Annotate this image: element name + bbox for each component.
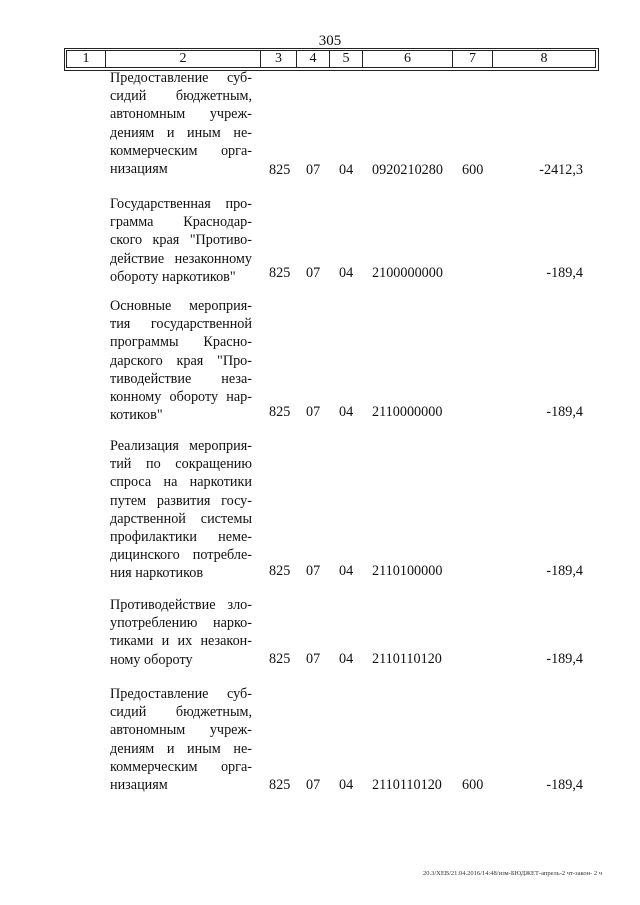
row-description bbox=[110, 195, 252, 286]
description-line: обороту наркотиков" bbox=[110, 268, 236, 285]
row-subsection-code: 04 bbox=[339, 651, 354, 667]
row-amount: -189,4 bbox=[546, 563, 583, 579]
description-line: коммерческим орга- bbox=[110, 142, 252, 159]
row-section-code: 07 bbox=[306, 265, 321, 281]
description-line: профилактики неме- bbox=[110, 528, 252, 545]
description-line: спроса на наркотики bbox=[110, 474, 252, 491]
row-section-code: 07 bbox=[306, 777, 321, 793]
column-header-7: 7 bbox=[453, 51, 493, 68]
row-amount: -189,4 bbox=[546, 404, 583, 420]
row-department-code: 825 bbox=[269, 563, 291, 579]
row-target-article: 2110110120 bbox=[372, 651, 442, 667]
description-line: сидий бюджетным, bbox=[110, 88, 252, 105]
description-line: ному обороту bbox=[110, 651, 193, 668]
row-target-article: 2110110120 bbox=[372, 777, 442, 793]
column-header-8: 8 bbox=[493, 51, 596, 68]
column-header-1: 1 bbox=[67, 51, 106, 68]
description-line: дарственной системы bbox=[110, 510, 252, 527]
description-line: Реализация мероприя- bbox=[110, 438, 252, 454]
description-line: конному обороту нар- bbox=[110, 388, 252, 405]
row-description bbox=[110, 685, 252, 794]
description-line: дицинского потребле- bbox=[110, 547, 252, 564]
row-expense-type: 600 bbox=[462, 162, 484, 178]
row-department-code: 825 bbox=[269, 651, 291, 667]
row-department-code: 825 bbox=[269, 265, 291, 281]
description-line: автономным учреж- bbox=[110, 106, 252, 123]
description-line: программы Красно- bbox=[110, 334, 252, 351]
row-description bbox=[110, 69, 252, 178]
description-line: дениям и иным не- bbox=[110, 740, 252, 757]
row-department-code: 825 bbox=[269, 404, 291, 420]
row-target-article: 2110000000 bbox=[372, 404, 443, 420]
row-section-code: 07 bbox=[306, 651, 321, 667]
description-line: котиков" bbox=[110, 407, 163, 424]
description-line: тиводействие неза- bbox=[110, 370, 252, 387]
row-amount: -189,4 bbox=[546, 777, 583, 793]
description-line: ского края "Противо- bbox=[110, 232, 252, 249]
description-line: путем развития госу- bbox=[110, 492, 252, 509]
description-line: употреблению нарко- bbox=[110, 615, 252, 632]
row-section-code: 07 bbox=[306, 404, 321, 420]
row-description bbox=[110, 437, 252, 583]
description-line: Основные мероприя- bbox=[110, 298, 252, 314]
description-line: дарского края "Про- bbox=[110, 352, 252, 369]
description-line: сидий бюджетным, bbox=[110, 704, 252, 721]
column-header-3: 3 bbox=[261, 51, 297, 68]
page-number: 305 bbox=[318, 33, 342, 49]
row-subsection-code: 04 bbox=[339, 162, 354, 178]
row-amount: -2412,3 bbox=[539, 162, 583, 178]
row-amount: -189,4 bbox=[546, 265, 583, 281]
description-line: тия государственной bbox=[110, 316, 252, 333]
row-subsection-code: 04 bbox=[339, 563, 354, 579]
column-header-4: 4 bbox=[297, 51, 330, 68]
description-line: дениям и иным не- bbox=[110, 124, 252, 141]
row-subsection-code: 04 bbox=[339, 265, 354, 281]
row-target-article: 2100000000 bbox=[372, 265, 443, 281]
row-description bbox=[110, 297, 252, 424]
row-department-code: 825 bbox=[269, 777, 291, 793]
description-line: грамма Краснодар- bbox=[110, 214, 252, 231]
description-line: Предоставление суб- bbox=[110, 70, 252, 86]
row-section-code: 07 bbox=[306, 563, 321, 579]
row-subsection-code: 04 bbox=[339, 777, 354, 793]
column-header-2: 2 bbox=[106, 51, 261, 68]
row-expense-type: 600 bbox=[462, 777, 484, 793]
description-line: низациям bbox=[110, 160, 168, 177]
description-line: тий по сокращению bbox=[110, 456, 252, 473]
description-line: коммерческим орга- bbox=[110, 758, 252, 775]
row-target-article: 0920210280 bbox=[372, 162, 443, 178]
column-header-5: 5 bbox=[330, 51, 363, 68]
row-subsection-code: 04 bbox=[339, 404, 354, 420]
row-description bbox=[110, 596, 252, 669]
description-line: Противодействие зло- bbox=[110, 597, 252, 613]
description-line: действие незаконному bbox=[110, 250, 252, 267]
description-line: низациям bbox=[110, 776, 168, 793]
row-amount: -189,4 bbox=[546, 651, 583, 667]
description-line: автономным учреж- bbox=[110, 722, 252, 739]
description-line: тиками и их незакон- bbox=[110, 633, 252, 650]
description-line: ния наркотиков bbox=[110, 565, 204, 582]
description-line: Предоставление суб- bbox=[110, 686, 252, 702]
row-target-article: 2110100000 bbox=[372, 563, 443, 579]
row-section-code: 07 bbox=[306, 162, 321, 178]
footer-file-stamp: 20.3/ХЕВ/21.04.2016/14:48/изм-БЮДЖЕТ-апрель-2 чт-закон- 2 ч bbox=[422, 870, 602, 877]
column-header-6: 6 bbox=[363, 51, 453, 68]
row-department-code: 825 bbox=[269, 162, 291, 178]
description-line: Государственная про- bbox=[110, 196, 252, 212]
